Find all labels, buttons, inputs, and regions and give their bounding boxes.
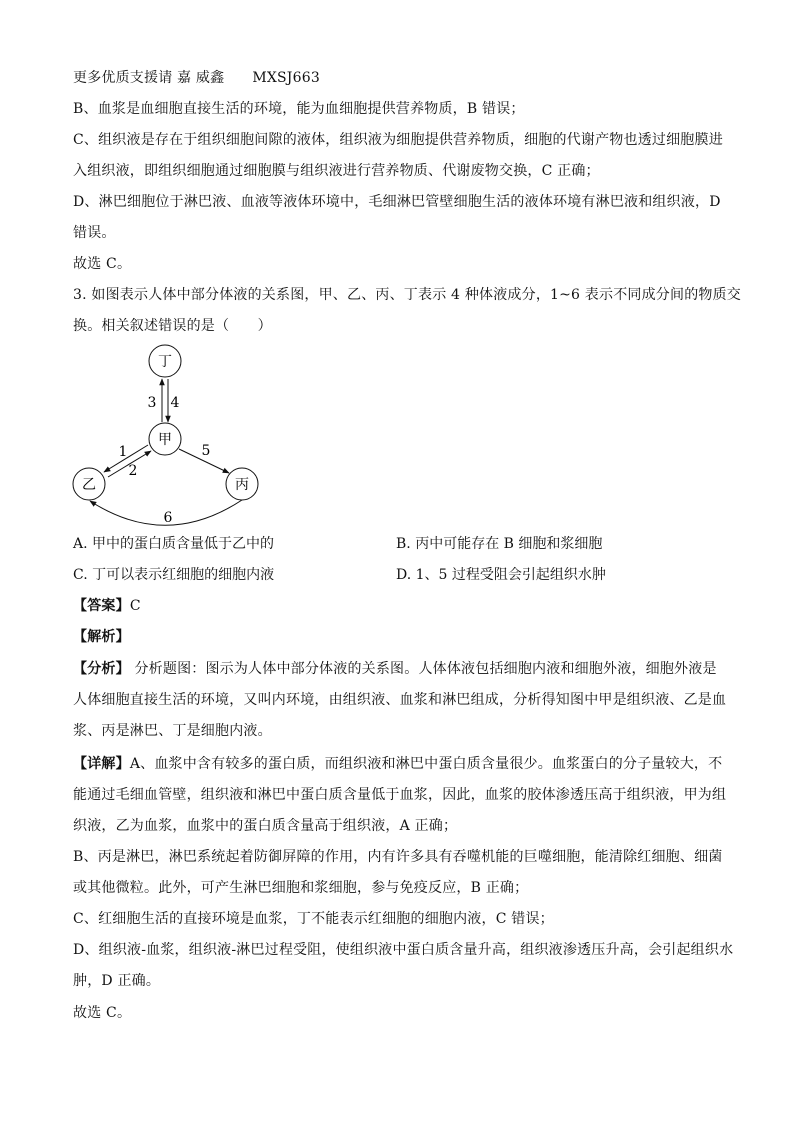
option-d: D. 1、5 过程受阻会引起组织水肿 [396,567,606,583]
label-5: 5 [201,443,211,459]
body-fluid-diagram [66,340,276,530]
option-a: A. 甲中的蛋白质含量低于乙中的 [73,536,275,552]
fenxi-line2: 人体细胞直接生活的环境，又叫内环境，由组织液、血浆和淋巴组成，分析得知图中甲是组织液、乙是血 [73,692,727,708]
answer-value: C [129,598,141,614]
detail-d-line2: 肿，D 正确。 [73,973,161,989]
detail-a-line3: 织液，乙为血浆，血浆中的蛋白质含量高于组织液，A 正确； [73,818,458,834]
page-header [73,68,320,88]
label-1: 1 [118,444,128,460]
option-b: B. 丙中可能存在 B 细胞和浆细胞 [396,536,603,552]
node-bing-label: 丙 [235,477,249,493]
node-ding-label: 丁 [158,354,172,370]
prev-d-line1: D、淋巴细胞位于淋巴液、血液等液体环境中，毛细淋巴管壁细胞生活的液体环境有淋巴液和组织液，D [73,194,721,210]
prev-c-line1: C、组织液是存在于组织细胞间隙的液体，组织液为细胞提供营养物质，细胞的代谢产物也透过细胞膜进 [73,132,723,148]
label-3: 3 [147,395,157,411]
node-yi-label: 乙 [82,477,96,493]
analysis-choice: 故选 C。 [73,1005,132,1021]
node-jia-label: 甲 [158,432,172,448]
header-text: 更多优质支援请 嘉 威鑫 [73,70,225,86]
detail-a-line2: 能通过毛细血管壁，组织液和淋巴中蛋白质含量低于血浆，因此，血浆的胶体渗透压高于组织液，甲为组 [73,787,727,803]
option-c: C. 丁可以表示红细胞的细胞内液 [73,567,275,583]
fenxi-label: 【分析】 [73,661,130,677]
detail-c-line1: C、红细胞生活的直接环境是血浆，丁不能表示红细胞的细胞内液，C 错误； [73,911,554,927]
answer-label: 【答案】 [73,598,130,614]
detail-b-line2: 或其他微粒。此外，可产生淋巴细胞和浆细胞，参与免疫反应，B 正确； [73,880,529,896]
question-line1: 3. 如图表示人体中部分体液的关系图，甲、乙、丙、丁表示 4 种体液成分，1~6 表示不同成分间的物质交 [73,287,742,303]
prev-choice: 故选 C。 [73,256,132,272]
answer-line [73,596,141,616]
label-6: 6 [163,510,173,526]
detail-d-line1: D、组织液-血浆，组织液-淋巴过程受阻，使组织液中蛋白质含量升高，组织液渗透压升高，会引起组织水 [73,942,734,958]
prev-c-line2: 入组织液，即组织细胞通过细胞膜与组织液进行营养物质、代谢废物交换，C 正确； [73,163,600,179]
label-2: 2 [128,463,138,479]
prev-d-line2: 错误。 [73,225,116,241]
prev-b: B、血浆是血细胞直接生活的环境，能为血细胞提供营养物质，B 错误； [73,101,525,117]
detail-label: 【详解】 [73,756,130,772]
fenxi-text1: 分析题图：图示为人体中部分体液的关系图。人体体液包括细胞内液和细胞外液，细胞外液是 [129,661,717,677]
detail-a-text1: A、血浆中含有较多的蛋白质，而组织液和淋巴中蛋白质含量很少。血浆蛋白的分子量较大，不 [129,756,723,772]
analysis-title: 【解析】 [73,629,130,645]
fenxi-line3: 浆、丙是淋巴、丁是细胞内液。 [73,723,272,739]
label-4: 4 [170,395,180,411]
header-code: MXSJ663 [252,70,320,86]
detail-b-line1: B、丙是淋巴，淋巴系统起着防御屏障的作用，内有许多具有吞噬机能的巨噬细胞，能清除红细胞、细菌 [73,849,723,865]
fenxi-line1 [73,659,717,679]
detail-a-line1 [73,754,722,774]
question-line2: 换。相关叙述错误的是（ ） [73,318,272,334]
